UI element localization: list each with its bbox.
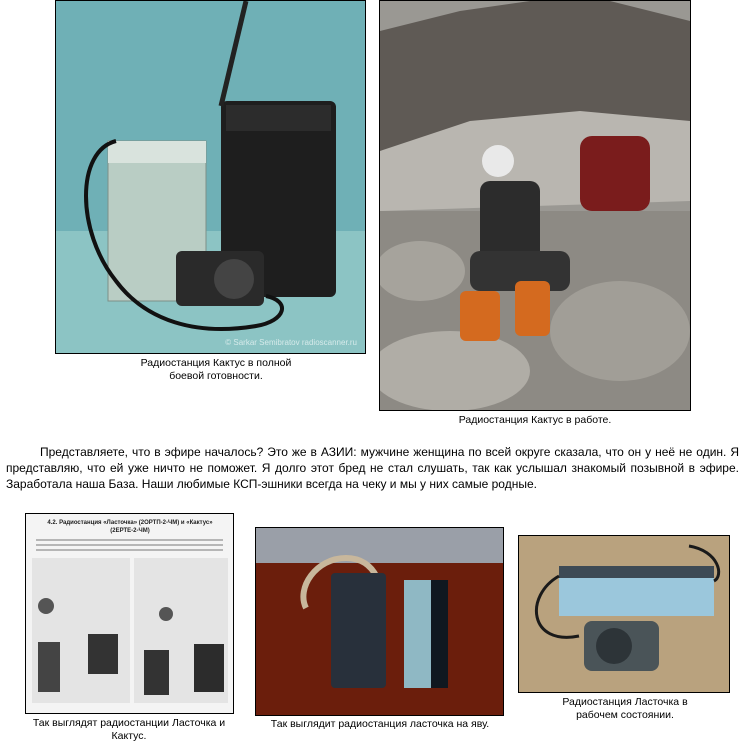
book-heading: 4.2. Радиостанция «Ласточка» (2ОРТП-2-ЧМ) и «Кактус» (2ЕРТЕ-2-ЧМ) xyxy=(47,520,213,534)
caption-book-page: Так выглядят радиостанции Ласточка и Кактус. xyxy=(32,717,226,742)
caption-kaktus-ready: Радиостанция Кактус в полной боевой готовности. xyxy=(140,357,292,382)
photo-kaktus-work xyxy=(379,0,691,411)
photo-book-page xyxy=(25,513,234,714)
caption-lastochka-working: Радиостанция Ласточка в рабочем состоянии. xyxy=(562,696,688,721)
caption-lastochka-live: Так выглядит радиостанция ласточка на яву. xyxy=(270,718,490,730)
caption-kaktus-work: Радиостанция Кактус в работе. xyxy=(458,414,612,426)
photo-kaktus-ready xyxy=(55,0,366,354)
photo-lastochka-working xyxy=(518,535,730,693)
watermark-text: © Sarkar Semibratov radioscanner.ru xyxy=(225,338,357,347)
body-paragraph: Представляете, что в эфире началось? Это же в АЗИИ: мужчине женщина по всей округе сказала, что он у неё не один. Я представляю, что ей уже ничто не поможет. Я долго этот бред не стал слушать, так как услышал знакомый позывной в эфире. Заработала наша База. Наши любимые КСП-эшники всегда на чеку и мы у них самые родные. xyxy=(6,445,739,491)
photo-lastochka-live xyxy=(255,527,504,716)
